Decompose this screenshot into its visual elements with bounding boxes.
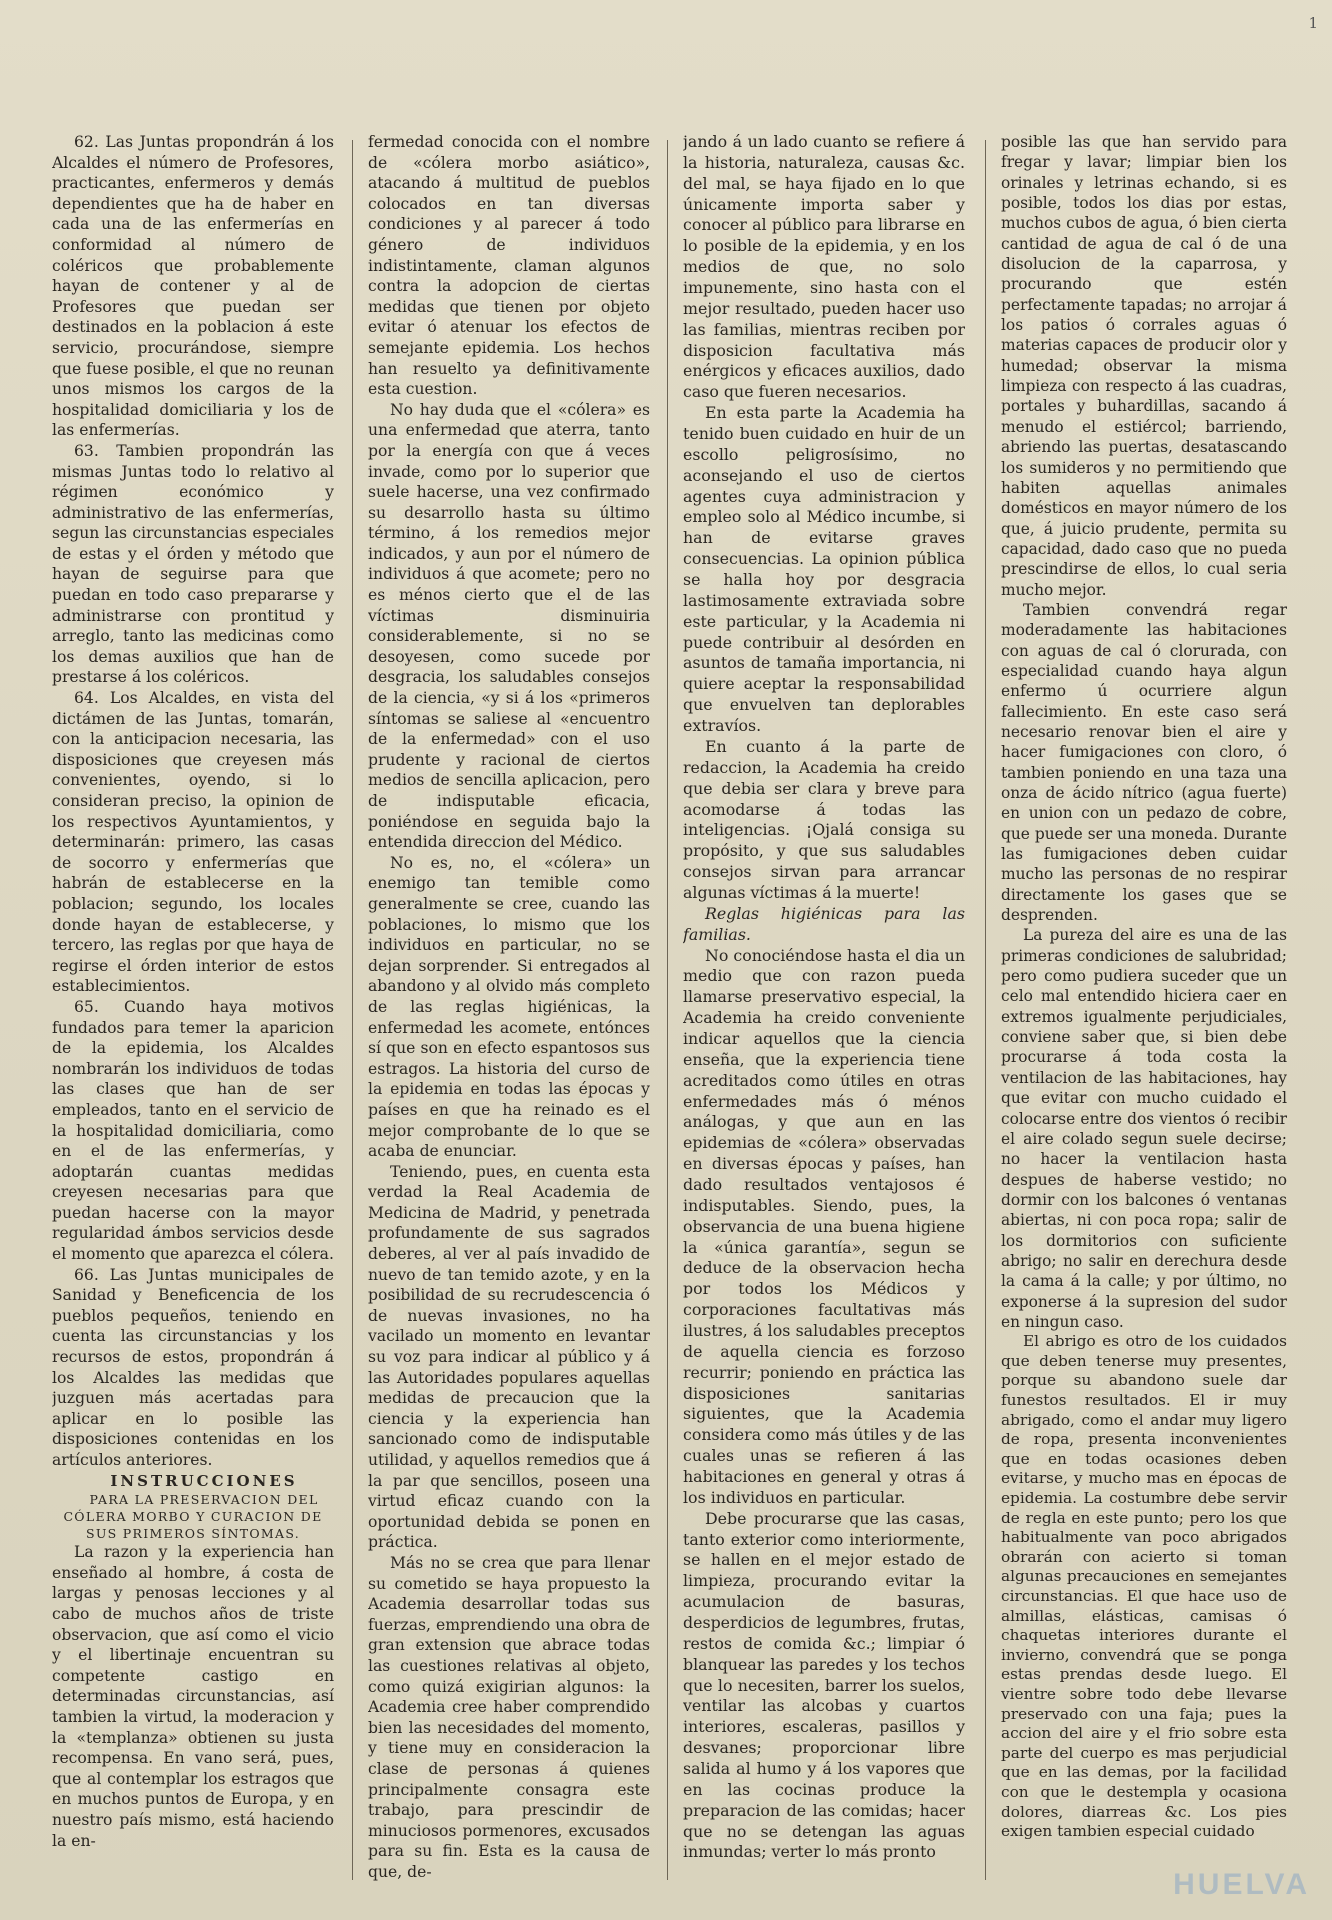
paragraph: Debe procurarse que las casas, tanto exterior como interiormente, se hallen en el mejor estado de limpieza, procurando evitar la acumulacion de basuras, desperdicios de legumbres, frutas, restos de comida &c.; limpiar ó blanquear las paredes y los techos que lo necesiten, barrer los suelos, ventilar las alcobas y cuartos interiores, escaleras, pasillos y desvanes; proporcionar libre salida al humo y á los vapores que en las cocinas produce la preparacion de las comidas; hacer que no se detengan las aguas inmundas; verter lo más pronto	[683, 1508, 965, 1862]
column-2	[368, 132, 650, 1882]
article-66: 66. Las Juntas municipales de Sanidad y Beneficencia de los pueblos pequeños, teniendo en cuenta las circunstancias y los recursos de estos, propondrán á los Alcaldes las medidas que juzguen más acertadas para aplicar en lo posible las disposiciones contenidas en los artículos anteriores.	[52, 1265, 334, 1469]
column-rule	[352, 140, 353, 1880]
page-corner-mark: 1	[1308, 14, 1318, 32]
paragraph: Teniendo, pues, en cuenta esta verdad la Real Academia de Medicina de Madrid, y penetrada profundamente de sus sagrados deberes, al ver al país invadido de nuevo de tan temido azote, y en la posibilidad de su recrudescencia ó de nuevas invasiones, no ha vacilado un momento en levantar su voz para indicar al público y á las Autoridades populares aquellas medidas de precaucion que la ciencia y la experiencia han sancionado como de indisputable utilidad, y aquellos remedios que á la par que sencillos, poseen una virtud eficaz cuando con la oportunidad debida se ponen en práctica.	[368, 1162, 650, 1552]
intro-paragraph: La razon y la experiencia han enseñado al hombre, á costa de largas y penosas lecciones y al cabo de muchos años de triste observacion, que así como el vicio y el libertinaje encuentran su competente castigo en determinadas circunstancias, así tambien la virtud, la moderacion y la «templanza» obtienen su justa recompensa. En vano será, pues, que al contemplar los estragos que en muchos puntos de Europa, y en nuestro país mismo, está haciendo la en-	[52, 1543, 334, 1850]
paragraph: No conociéndose hasta el dia un medio que con razon pueda llamarse preservativo especial, la Academia ha creido conveniente indicar aquellos que la ciencia enseña, que la experiencia tiene acreditados como útiles en otras enfermedades más ó ménos análogas, y que aun en las epidemias de «cólera» observadas en diversas épocas y países, han dado resultados ventajosos é indisputables. Siendo, pues, la observancia de una buena higiene la «única garantía», segun se deduce de la observacion hecha por todos los Médicos y corporaciones facultativas más ilustres, á los saludables preceptos de aquella ciencia es forzoso recurrir; poniendo en práctica las disposiciones sanitarias siguientes, que la Academia considera como más útiles y de las cuales unas se refieren á las habitaciones en general y otras á los individuos en particular.	[683, 945, 965, 1507]
library-stamp: HUELVA	[1173, 1868, 1310, 1901]
paragraph: La pureza del aire es una de las primeras condiciones de salubridad; pero como pudiera suceder que un celo mal entendido hiciera caer en extremos igualmente perjudiciales, conviene saber que, si bien debe procurarse á toda costa la ventilacion de las habitaciones, hay que evitar con mucho cuidado el colocarse entre dos vientos ó recibir el aire colado segun suele decirse; no hacer la ventilacion hasta despues de haberse vestido; no dormir con los balcones ó ventanas abiertas, ni con poca ropa; salir de los dormitorios con suficiente abrigo; no salir en derechura desde la cama á la calle; y por último, no exponerse á la supresion del sudor en ningun caso.	[1001, 926, 1287, 1331]
paragraph: No es, no, el «cólera» un enemigo tan temible como generalmente se cree, cuando las poblaciones, lo mismo que los individuos en particular, no se dejan sorprender. Si entregados al abandono y al olvido más completo de las reglas higiénicas, la enfermedad les acomete, entónces sí que son en efecto espantosos sus estragos. La historia del curso de la epidemia en todas las épocas y países en que ha reinado es el mejor comprobante de lo que se acaba de enunciar.	[368, 853, 650, 1161]
continued-paragraph: fermedad conocida con el nombre de «cólera morbo asiático», atacando á multitud de pueblos colocados en tan diversas condiciones y al parecer á todo género de individuos indistintamente, claman algunos contra la adopcion de ciertas medidas que tienen por objeto evitar ó atenuar los efectos de semejante epidemia. Los hechos han resuelto ya definitivamente esta cuestion.	[368, 133, 650, 399]
continued-paragraph: jando á un lado cuanto se refiere á la historia, naturaleza, causas &c. del mal, se haya fijado en lo que únicamente importa saber y conocer al público para librarse en lo posible de la epidemia, y en los medios de que, no solo impunemente, sino hasta con el mejor resultado, pueden hacer uso las familias, mientras reciben por disposicion facultativa más enérgicos y eficaces auxilios, dado caso que fueren necesarios.	[683, 132, 965, 402]
subsection-title: Reglas higiénicas para las familias.	[683, 903, 965, 944]
article-63: 63. Tambien propondrán las mismas Juntas todo lo relativo al régimen económico y administrativo de las enfermerías, segun las circunstancias especiales de estas y el órden y método que hayan de seguirse para que puedan en todo caso prepararse y administrarse con prontitud y arreglo, tanto las medicinas como los demas auxilios que han de prestarse á los coléricos.	[52, 441, 334, 687]
paragraph: En cuanto á la parte de redaccion, la Academia ha creido que debia ser clara y breve para acomodarse á todas las inteligencias. ¡Ojalá consiga su propósito, y que sus saludables consejos sirvan para arrancar algunas víctimas á la muerte!	[683, 736, 965, 902]
paragraph: No hay duda que el «cólera» es una enfermedad que aterra, tanto por la energía con que á veces invade, como por lo superior que suele hacerse, una vez confirmado su desarrollo hasta su último término, á los remedios mejor indicados, y aun por el número de individuos á que acomete; pero no es ménos cierto que el de las víctimas disminuiria considerablemente, si no se desoyesen, como sucede por desgracia, los saludables consejos de la ciencia, «y si á los «primeros síntomas se saliese al «encuentro de la enfermedad» con el uso prudente y racional de ciertos medios de sencilla aplicacion, pero de indisputable eficacia, poniéndose en seguida bajo la entendida direccion del Médico.	[368, 400, 650, 852]
column-4	[1001, 132, 1287, 1842]
paragraph: En esta parte la Academia ha tenido buen cuidado en huir de un escollo peligrosísimo, no aconsejando el uso de ciertos agentes cuya administracion y empleo solo al Médico incumbe, si han de evitarse graves consecuencias. La opinion pública se halla hoy por desgracia lastimosamente extraviada sobre este particular, y la Academia ni puede contribuir al desórden en asuntos de tamaña importancia, ni quiere aceptar la responsabilidad que envuelven tan deplorables extravíos.	[683, 403, 965, 736]
column-3	[683, 132, 965, 1863]
paragraph: Tambien convendrá regar moderadamente las habitaciones con aguas de cal ó clorurada, con especialidad cuando haya algun enfermo ú ocurriere algun fallecimiento. En este caso será necesario renovar bien el aire y hacer fumigaciones con cloro, ó tambien poniendo en una taza una onza de ácido nítrico (agua fuerte) en union con un pedazo de cobre, que puede ser una moneda. Durante las fumigaciones deben cuidar mucho las personas de no respirar directamente los gases que se desprenden.	[1001, 600, 1287, 925]
article-65: 65. Cuando haya motivos fundados para temer la aparicion de la epidemia, los Alcaldes nombrarán los individuos de todas las clases que han de ser empleados, tanto en el servicio de la hospitalidad domiciliaria, como en el de las enfermerías, y adoptarán cuantas medidas creyesen necesarias para que puedan hacerse con la mayor regularidad ámbos servicios desde el momento que aparezca el cólera.	[52, 997, 334, 1264]
section-subheading: PARA LA PRESERVACION DEL CÓLERA MORBO Y CURACION DE SUS PRIMEROS SÍNTOMAS.	[63, 1492, 323, 1542]
paragraph-small-print: El abrigo es otro de los cuidados que deben tenerse muy presentes, porque su abandono suele dar funestos resultados. El ir muy abrigado, como el andar muy ligero de ropa, presenta inconvenientes que en todas ocasiones deben evitarse, y mucho mas en épocas de epidemia. La costumbre debe servir de regla en este punto; pero los que habitualmente van poco abrigados obrarán con acierto si toman algunas precauciones en semejantes circunstancias. El que hace uso de almillas, elásticas, camisas ó chaquetas interiores durante el invierno, convendrá que se ponga estas prendas desde luego. El vientre sobre todo debe llevarse preservado con una faja; pues la accion del aire y el frio sobre esta parte del cuerpo es mas perjudicial que en las demas, por la facilidad con que le destempla y ocasiona dolores, diarreas &c. Los pies exigen tambien especial cuidado	[1001, 1332, 1287, 1841]
column-1	[52, 132, 334, 1851]
section-heading: INSTRUCCIONES	[110, 1471, 298, 1490]
paragraph: Más no se crea que para llenar su cometido se haya propuesto la Academia desarrollar todas sus fuerzas, emprendiendo una obra de gran extension que abrace todas las cuestiones relativas al objeto, como quizá exigirian algunos: la Academia cree haber comprendido bien las necesidades del momento, y tiene muy en consideracion la clase de personas á quienes principalmente consagra este trabajo, para prescindir de minuciosos pormenores, excusados para su fin. Esta es la causa de que, de-	[368, 1553, 650, 1881]
column-rule	[985, 140, 986, 1880]
column-rule	[667, 140, 668, 1880]
article-64: 64. Los Alcaldes, en vista del dictámen de las Juntas, tomarán, con la anticipacion necesaria, las disposiciones que creyesen más convenientes, oyendo, si lo consideran preciso, la opinion de los respectivos Ayuntamientos, y determinarán: primero, las casas de socorro y enfermerías que habrán de establecerse en la poblacion; segundo, los locales donde hayan de establecerse, y tercero, las reglas por que haya de regirse el órden interior de estos establecimientos.	[52, 689, 334, 996]
article-62: 62. Las Juntas propondrán á los Alcaldes el número de Profesores, practicantes, enfermeros y demás dependientes que ha de haber en cada una de las enfermerías en conformidad al número de coléricos que probablemente hayan de contener y al de Profesores que puedan ser destinados en la poblacion á este servicio, procurándose, siempre que fuese posible, el que no reunan unos mismos los cargos de la hospitalidad domiciliaria y los de las enfermerías.	[52, 133, 334, 440]
continued-paragraph: posible las que han servido para fregar y lavar; limpiar bien los orinales y letrinas echando, si es posible, todos los dias por estas, muchos cubos de agua, ó bien cierta cantidad de agua de cal ó de una disolucion de la caparrosa, y procurando que estén perfectamente tapadas; no arrojar á los patios ó corrales aguas ó materias capaces de producir olor y humedad; observar la misma limpieza con respecto á las cuadras, portales y buhardillas, sacando á menudo el estiércol; barriendo, abriendo las puertas, desatascando los sumideros y no permitiendo que habiten aquellas animales domésticos en mayor número de los que, á juicio prudente, permita su capacidad, dado caso que no pueda prescindirse de ellos, lo cual seria mucho mejor.	[1001, 133, 1287, 599]
